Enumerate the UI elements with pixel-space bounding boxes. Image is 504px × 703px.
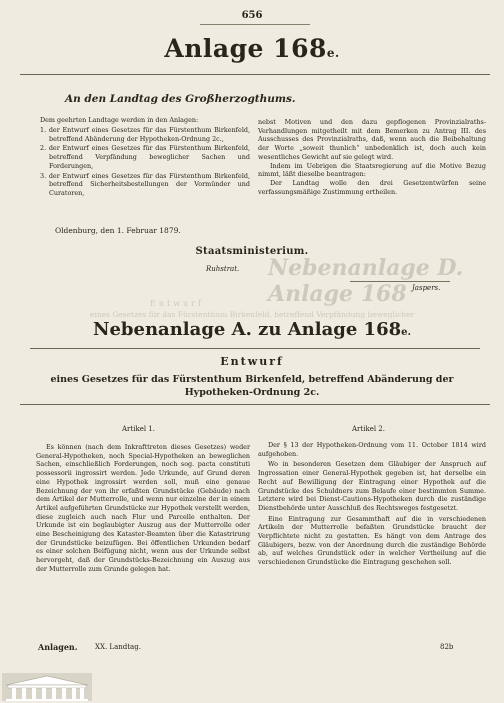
page-title-text: Anlage 168 bbox=[164, 34, 327, 63]
right-para-3: Der Landtag wolle den drei Gesetzentwürfen seine verfassungsmäßige Zustimmung ertheilen. bbox=[258, 178, 486, 196]
section-divider bbox=[30, 348, 480, 349]
signature-left: Ruhstrat. bbox=[206, 265, 240, 273]
enclosure-item: 1. der Entwurf eines Gesetzes für das Fürstenthum Birkenfeld, betreffend Abänderung der Hypotheken-Ordnung 2c., bbox=[40, 126, 250, 143]
right-para-2: Indem im Uebrigen die Staatsregierung auf die Motive Bezug nimmt, läßt dieselbe beantragen: bbox=[258, 161, 486, 179]
footer-session: XX. Landtag. bbox=[95, 643, 141, 651]
article-2-heading: Artikel 2. bbox=[352, 425, 385, 433]
signature-right: Jaspers. bbox=[412, 284, 441, 292]
bleed-through-subtitle: eines Gesetzes für das Fürstenthum Birkenfeld, betreffend Verpfändung beweglicher bbox=[90, 310, 415, 319]
page-number: 656 bbox=[241, 10, 263, 21]
article-2-para-2: Wo in besonderen Gesetzen dem Gläubiger der Anspruch auf Ingrossation einer General-Hypothek gegeben ist, hat derselbe ein Recht auf Bewilligung der Eintragung einer Hypothek auf die Grundstücke des Schuldners zum Belaufe einer bestimmten Summe. Letztere wird bei Dienst-Cautions-Hypotheken durch die zuständige Dienstbehörde unter Ausschluß des Rechtsweges festgesetzt. bbox=[258, 460, 486, 512]
right-para-1: nebst Motiven und den dazu gepflogenen Provinzialraths-Verhandlungen mitgetheilt mit dem Bemerken zu Antrag III. des Ausschusses des Provinzialraths, daß, wenn auch die Beibehaltung der Worte „soweit thunlich“ unbedenklich ist, doch auch kein wesentliches Gewicht auf sie gelegt wird. bbox=[258, 118, 486, 161]
section-title bbox=[0, 319, 504, 340]
article-2-para-3: Eine Eintragung zur Gesammthaft auf die in verschiedenen Artikeln der Mutterrolle befaßten Grundstücke braucht der Verpflichtete nicht zu gestatten. Es hängt von dem Antrage des Gläubigers, bezw. von der Anordnung durch die zuständige Behörde ab, auf welches Grundstück oder in welcher Vertheilung auf die verschiedenen Grundstücke die Eintragung geschehen soll. bbox=[258, 514, 486, 567]
draft-subtitle: eines Gesetzes für das Fürstenthum Birkenfeld, betreffend Abänderung der Hypotheken-Ordnung 2c. bbox=[50, 374, 454, 398]
footer-label: Anlagen. bbox=[38, 642, 78, 652]
article-1-heading: Artikel 1. bbox=[122, 425, 155, 433]
addressee-heading: An den Landtag des Großherzogthums. bbox=[65, 93, 296, 105]
page-title-suffix: e. bbox=[326, 46, 340, 60]
section-title-text: Nebenanlage A. zu Anlage 168 bbox=[93, 319, 402, 340]
page-number-rule bbox=[200, 24, 310, 25]
enclosure-item: 3. der Entwurf eines Gesetzes für das Fürstenthum Birkenfeld, betreffend Sicherheitsbestellungen der Vormünder und Curatoren, bbox=[40, 171, 250, 197]
section-title-suffix: e. bbox=[401, 327, 411, 338]
footer-signature-mark: 82b bbox=[440, 643, 454, 651]
article-2-para-1: Der § 13 der Hypotheken-Ordnung vom 11. October 1814 wird aufgehoben. bbox=[258, 441, 486, 458]
bleed-through-heading: Entwurf bbox=[150, 299, 204, 308]
articles-divider bbox=[20, 404, 490, 405]
article-2-text bbox=[258, 441, 486, 569]
page-title bbox=[0, 34, 504, 63]
library-building-logo bbox=[2, 673, 92, 701]
draft-heading: Entwurf bbox=[220, 355, 284, 368]
article-1-text: Es können (nach dem Inkrafttreten dieses Gesetzes) weder General-Hypotheken, noch Special-Hypotheken an beweglichen Sachen, einschließlich Forderungen, noch sog. pacta constituti possessorii ingrossirt werden. Jede Urkunde, auf Grund deren eine Hypothek ingrossirt werden soll, muß eine genaue Bezeichnung der von ihr erfaßten Grundstücke (Gebäude) nach dem Artikel der Mutterrolle, und wenn nur einzelne der in einem Artikel aufgeführten Grundstücke zur Hypothek verstellt werden, diese zugleich auch nach Flur und Parcelle enthalten. Der Urkunde ist ein beglaubigter Auszug aus der Mutterrolle oder eine Bescheinigung des Kataster-Beamten über die Katastrirung der Grundstücke beizufügen. Bei öffentlichen Urkunden bedarf es einer solchen Beifügung nicht, wenn aus der Urkunde selbst hervorgeht, daß der Grundstücks-Bezeichnung ein Auszug aus der Mutterrolle zum Grunde gelegen hat. bbox=[36, 443, 250, 573]
date-line: Oldenburg, den 1. Februar 1879. bbox=[55, 226, 181, 235]
right-column-text bbox=[258, 118, 486, 196]
bleed-through-title: Nebenanlage D. Anlage 168 bbox=[268, 255, 464, 307]
ministry-heading: Staatsministerium. bbox=[195, 246, 309, 257]
intro-line: Dem geehrten Landtage werden in den Anlagen: bbox=[40, 116, 199, 124]
title-divider bbox=[20, 74, 490, 75]
enclosure-item: 2. der Entwurf eines Gesetzes für das Fürstenthum Birkenfeld, betreffend Verpfändung beweglicher Sachen und Forderungen, bbox=[40, 144, 250, 170]
enclosure-list bbox=[40, 126, 250, 199]
